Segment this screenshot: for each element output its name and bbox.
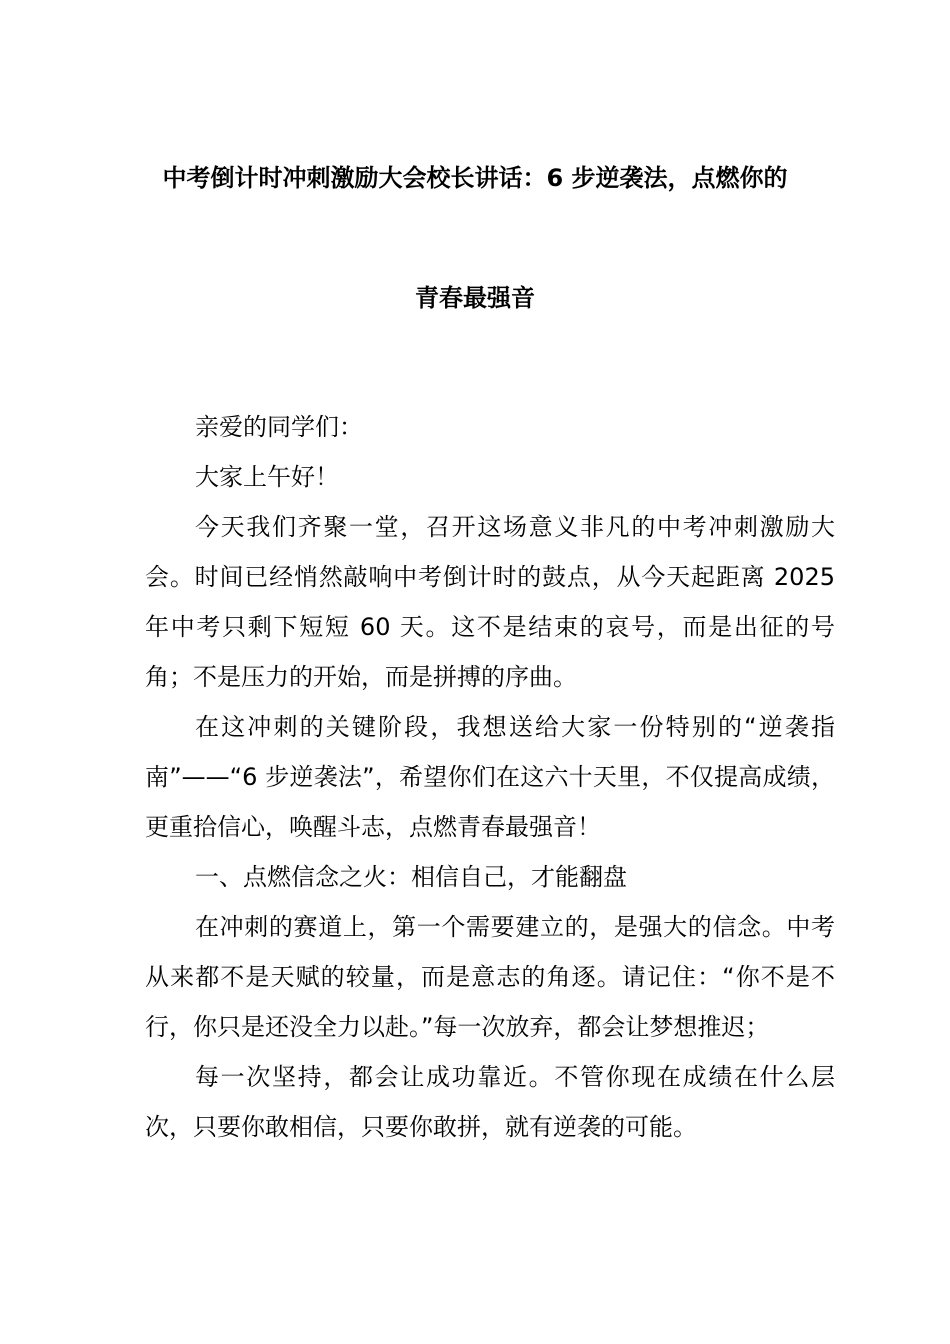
document-title-line-1: 中考倒计时冲刺激励大会校长讲话：6 步逆袭法，点燃你的	[162, 164, 788, 192]
paragraph-belief: 在冲刺的赛道上，第一个需要建立的，是强大的信念。中考从来都不是天赋的较量，而是意志的角逐。请记住：“你不是不行，你只是还没全力以赴。”每一次放弃，都会让梦想推迟；	[145, 913, 835, 1041]
paragraph-guide: 在这冲刺的关键阶段，我想送给大家一份特别的“逆袭指南”——“6 步逆袭法”，希望你们在这六十天里，不仅提高成绩，更重拾信心，唤醒斗志，点燃青春最强音！	[145, 713, 835, 841]
section-heading-1: 一、点燃信念之火：相信自己，才能翻盘	[195, 863, 627, 891]
document-title-line-2: 青春最强音	[415, 284, 535, 312]
paragraph-greeting: 亲爱的同学们：	[195, 413, 363, 441]
paragraph-morning: 大家上午好！	[195, 463, 339, 491]
document-body	[145, 402, 835, 1152]
paragraph-intro: 今天我们齐聚一堂，召开这场意义非凡的中考冲刺激励大会。时间已经悄然敲响中考倒计时的鼓点，从今天起距离 2025 年中考只剩下短短 60 天。这不是结束的哀号，而是出征的号角；不是压力的开始，而是拼搏的序曲。	[145, 513, 835, 691]
paragraph-persist: 每一次坚持，都会让成功靠近。不管你现在成绩在什么层次，只要你敢相信，只要你敢拼，就有逆袭的可能。	[145, 1063, 835, 1141]
